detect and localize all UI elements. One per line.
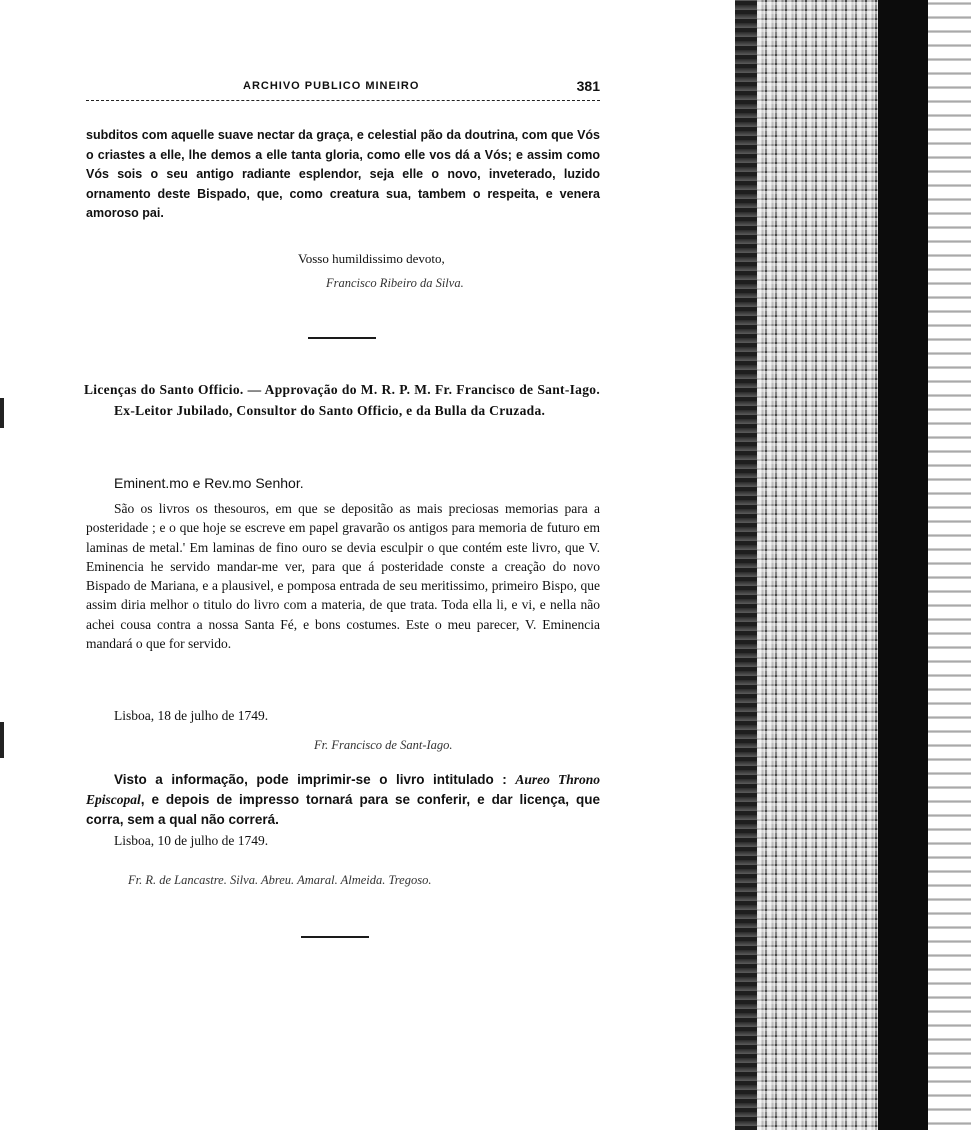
page-number: 381 [576,78,600,94]
scan-artifact [0,398,4,428]
license-paragraph [86,770,600,830]
section-heading: Licenças do Santo Officio. — Approvação do M. R. P. M. Fr. Francisco de Sant-Iago. Ex-Leitor Jubilado, Consultor do Santo Officio, e da Bulla da Cruzada. [84,382,600,418]
header-rule [86,100,600,101]
binding-margin [928,0,971,1130]
closing-line: Vosso humildissimo devoto, [298,251,445,266]
separator-rule [308,337,376,339]
date-line-2: Lisboa, 10 de julho de 1749. [114,833,269,848]
letter-end-paragraph: subditos com aquelle suave nectar da graça, e celestial pão da doutrina, com que Vós o criastes a elle, lhe demos a elle tanta gloria, como elle vos dá a Vós; e assim como Vós sois o seu antigo radiante esplendor, seja elle o novo, inveterado, luzido ornamento deste Bispado, que, como creatura sua, tambem o respeita, e venera amoroso pai. [86,128,600,220]
license-text-1: Visto a informação, pode imprimir-se o livro intitulado : [114,772,516,787]
separator-rule-bottom [301,936,369,938]
running-title: ARCHIVO PUBLICO MINEIRO [243,80,420,92]
scan-artifact [0,722,4,758]
approval-body: São os livros os thesouros, em que se depositão as mais preciosas memorias para a posteridade ; e o que hoje se escreve em papel gravarão os antigos para memoria de futuro em laminas de metal.' Em laminas de fino ouro se devia esculpir o que contém este livro, que V. Eminencia he servido mandar-me ver, para que á posteridade conste a creação do novo Bispado de Mariana, e a plausivel, e pomposa entrada de seu meritissimo, primeiro Bispo, que assim diria melhor o titulo do livro com a materia, de que trata. Toda ella li, e vi, e nella não achei cousa contra a nossa Santa Fé, e bons costumes. Este o meu parecer, V. Eminencia mandará o que for servido. [86,501,600,652]
salutation: Eminent.mo e Rev.mo Senhor. [114,475,304,491]
binding-shadow [878,0,928,1130]
license-text-2: , e depois de impresso tornará para se conferir, e dar licença, que corra, sem a qual não correrá. [86,792,600,827]
signature-censors: Fr. R. de Lancastre. Silva. Abreu. Amaral. Almeida. Tregoso. [128,873,432,887]
signature-ribeiro: Francisco Ribeiro da Silva. [326,276,464,290]
signature-sant-iago: Fr. Francisco de Sant-Iago. [314,738,453,752]
binding-edge [735,0,757,1130]
running-head [86,78,600,104]
date-line-1: Lisboa, 18 de julho de 1749. [114,708,269,723]
book-title: Aureo Throno Episcopal [86,772,600,807]
